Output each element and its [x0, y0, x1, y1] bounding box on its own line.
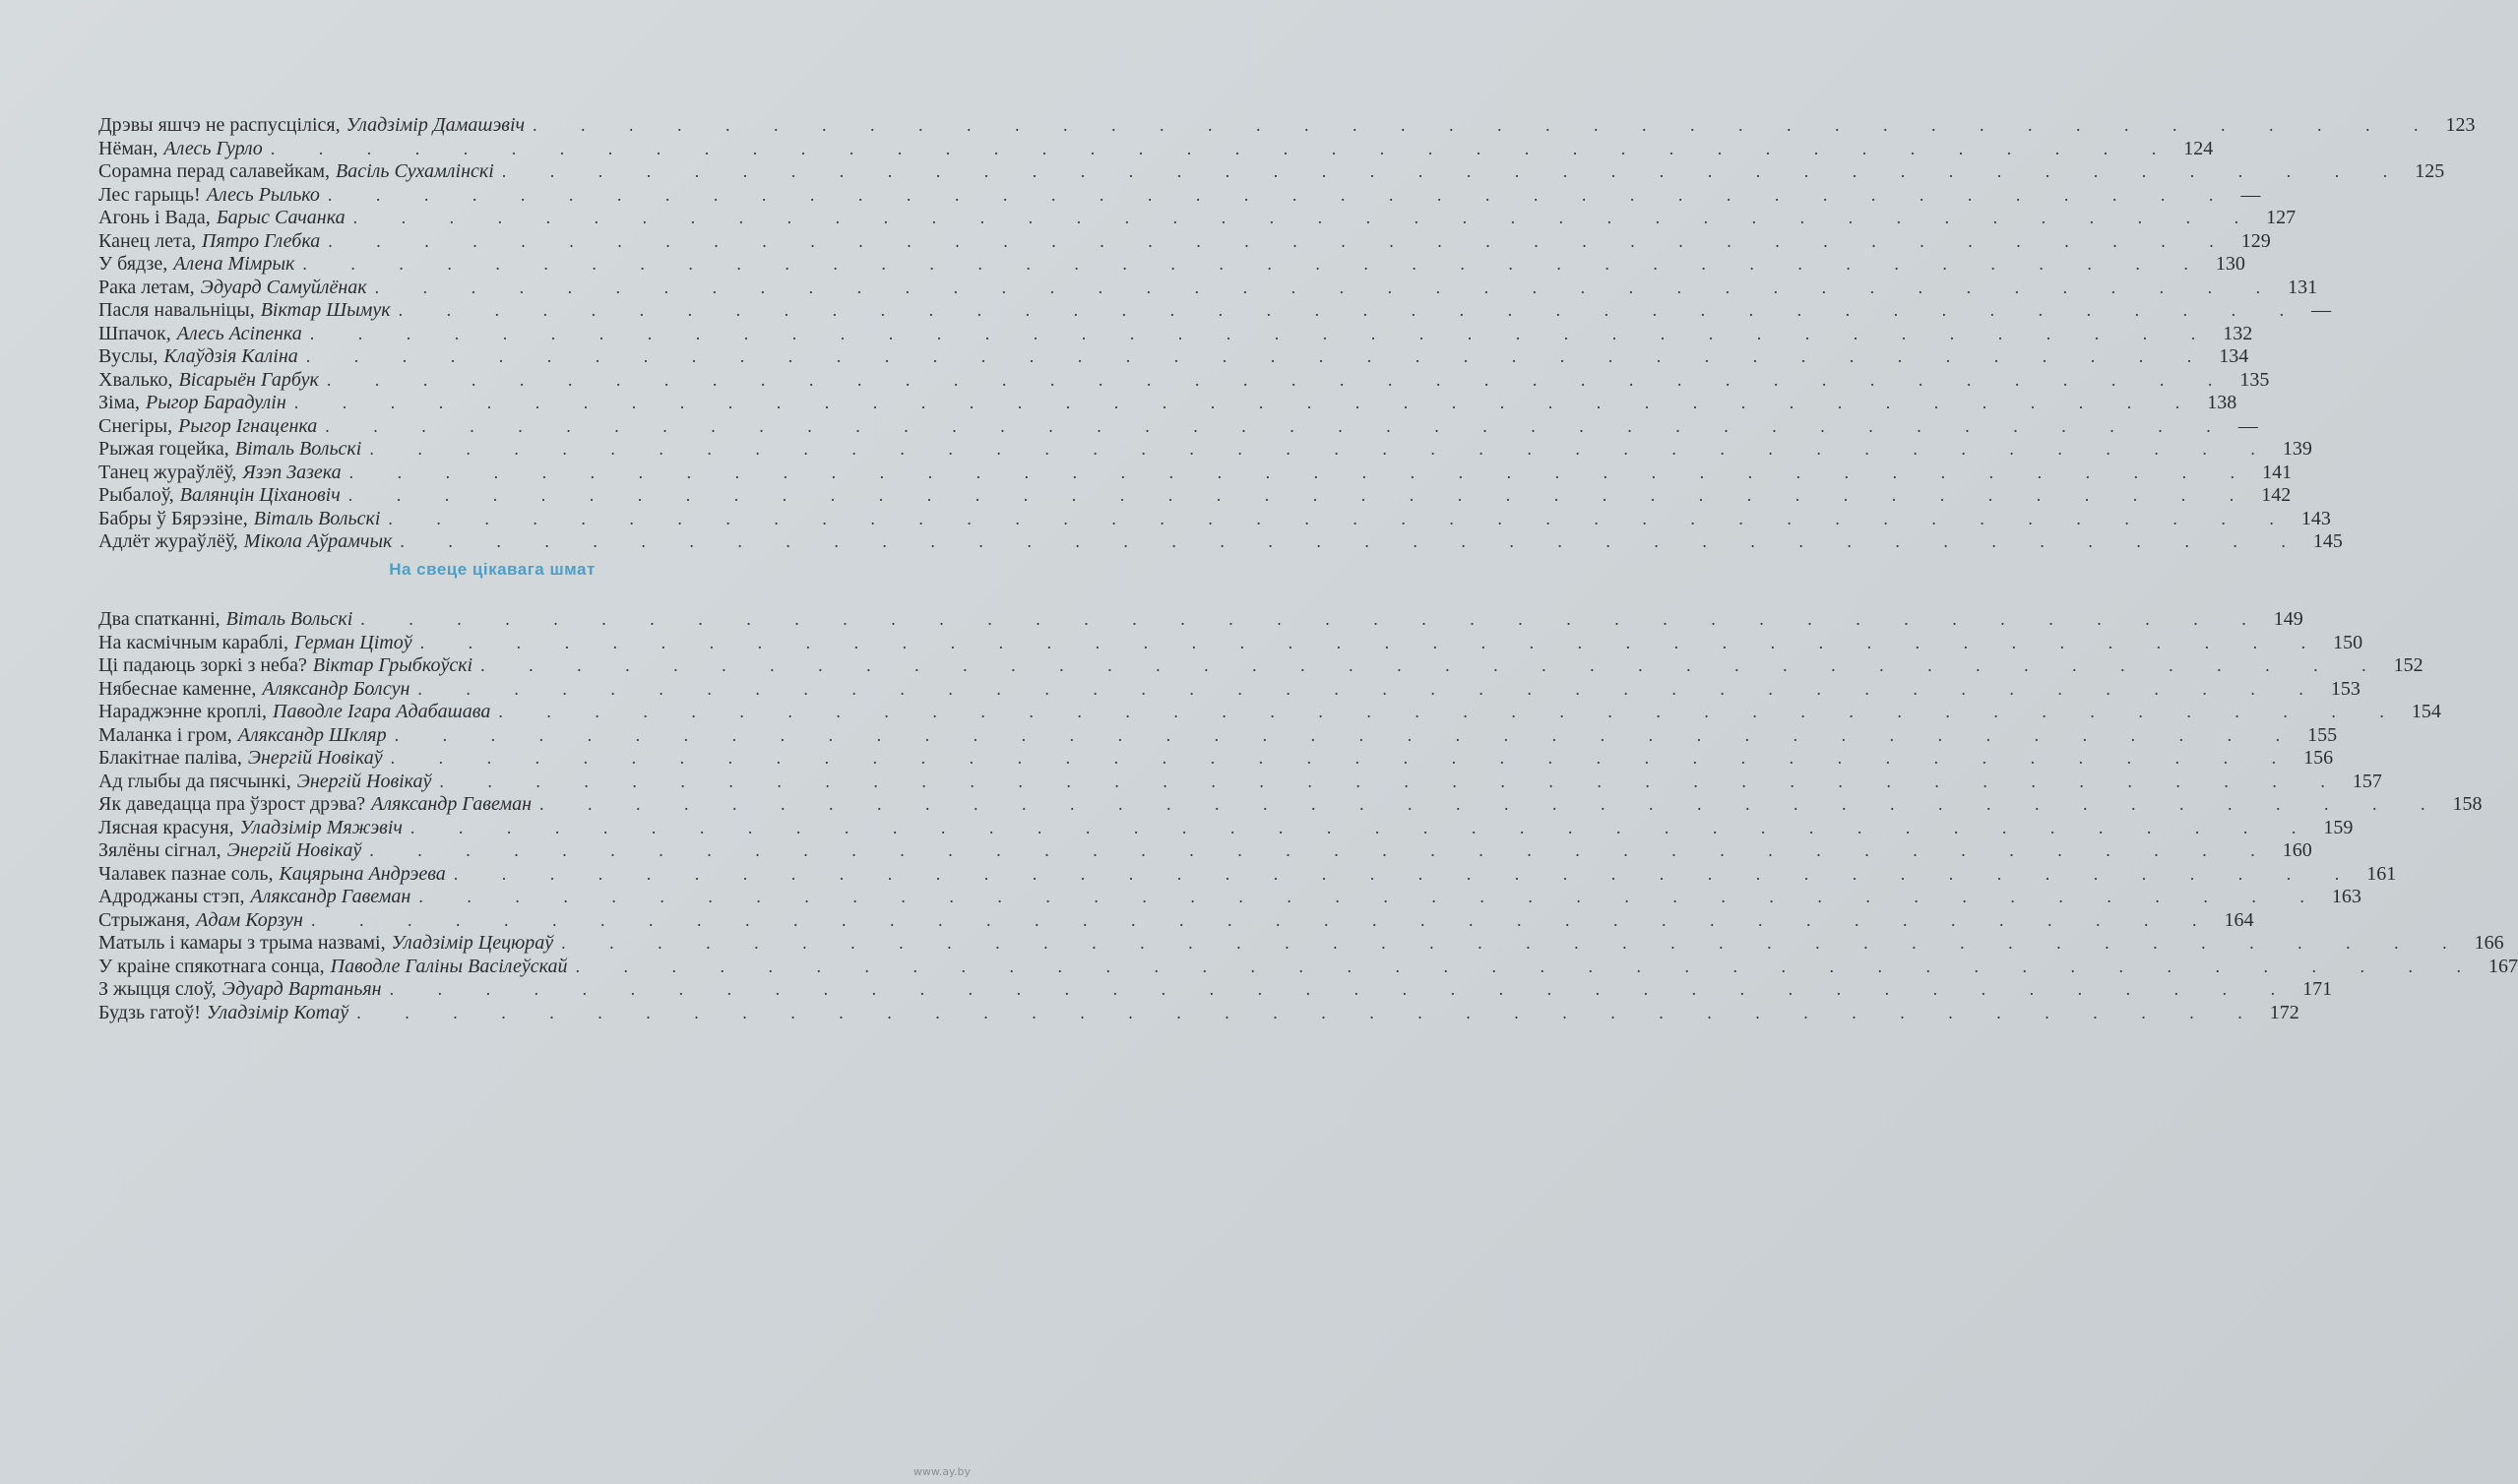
entry-author: Віктар Шымук — [260, 299, 391, 321]
entry-author: Уладзімір Цецюраў — [391, 932, 554, 954]
entry-title: Стрыжаня, — [98, 908, 191, 931]
toc-entry — [98, 438, 2312, 462]
entry-title: Зіма, — [98, 392, 140, 413]
entry-page-number: 157 — [2352, 770, 2382, 792]
entry-author: Паводле Галіны Васілеўскай — [330, 955, 568, 977]
entry-page-number: 127 — [2266, 207, 2297, 228]
entry-title: Пасля навальніцы, — [98, 299, 255, 321]
entry-page-number: 172 — [2269, 1001, 2299, 1023]
entry-title: Рыбалоў, — [98, 484, 174, 506]
dot-leader: . . . . . . . . . . . . . . . . . . . . . . . . . . . . . . . . . . . . . . . . — [369, 840, 2275, 860]
dot-leader: . . . . . . . . . . . . . . . . . . . . . . . . . . . . . . . . . . . . . . . . — [328, 230, 2234, 251]
dot-leader: . . . . . . . . . . . . . . . . . . . . . . . . . . . . . . . . . . . . . . . . — [390, 748, 2297, 768]
entry-title: Ад глыбы да пясчынкі, — [98, 770, 291, 792]
entry-title: Блакітнае паліва, — [98, 747, 242, 769]
entry-title: Танец жураўлёў, — [98, 461, 237, 483]
toc-entry — [98, 160, 2445, 184]
entry-page-number: 141 — [2262, 461, 2293, 483]
toc-entry — [98, 137, 2214, 161]
toc-entry — [98, 608, 2303, 632]
dot-leader: . . . . . . . . . . . . . . . . . . . . . . . . . . . . . . . . . . . . . . . . — [400, 531, 2305, 551]
dot-leader: . . . . . . . . . . . . . . . . . . . . . . . . . . . . . . . . . . . . . . . . — [419, 632, 2326, 652]
entry-author: Віктар Грыбкоўскі — [312, 654, 473, 676]
entry-page-number: 166 — [2474, 932, 2504, 954]
entry-author: Аляксандр Гавеман — [371, 793, 533, 815]
entry-title: Рака летам, — [98, 276, 195, 298]
dot-leader: . . . . . . . . . . . . . . . . . . . . . . . . . . . . . . . . . . . . . . . . — [352, 208, 2259, 227]
entry-title: Нараджэнне кроплі, — [98, 701, 268, 722]
entry-title: Маланка і гром, — [98, 723, 232, 746]
toc-section-1 — [98, 114, 2476, 554]
entry-title: Вуслы, — [98, 345, 158, 367]
entry-page-number: 131 — [2288, 276, 2318, 298]
toc-entry — [98, 955, 2518, 979]
entry-author: Валянцін Ціхановіч — [179, 484, 341, 506]
entry-author: Уладзімір Мяжэвіч — [239, 816, 403, 838]
entry-page-number: 158 — [2452, 793, 2483, 815]
toc-entry — [98, 392, 2237, 415]
dot-leader: . . . . . . . . . . . . . . . . . . . . . . . . . . . . . . . . . . . . . . . . — [309, 323, 2216, 343]
toc-entry — [98, 276, 2318, 300]
entry-author: Мікола Аўрамчык — [243, 530, 393, 552]
toc-entry — [98, 978, 2333, 1002]
entry-author: Уладзімір Дамашэвіч — [346, 114, 526, 136]
entry-author: Віталь Вольскі — [225, 608, 353, 630]
entry-title: Нябеснае каменне, — [98, 677, 257, 700]
entry-title: Лес гарыць! — [98, 183, 201, 206]
entry-page-number: 153 — [2330, 677, 2361, 700]
toc-entry — [98, 839, 2312, 863]
entry-author: Вісарыён Гарбук — [178, 368, 319, 391]
entry-author: Эдуард Самуйлёнак — [200, 276, 367, 298]
entry-page-number: 145 — [2312, 530, 2343, 552]
entry-page-number: 154 — [2411, 701, 2441, 722]
entry-title: Адроджаны стэп, — [98, 886, 245, 907]
section-heading: На свеце цікавага шмат — [389, 560, 596, 579]
dot-leader: . . . . . . . . . . . . . . . . . . . . . . . . . . . . . . . . . . . . . . . . — [439, 771, 2345, 791]
dot-leader: . . . . . . . . . . . . . . . . . . . . . . . . . . . . . . . . . . . . . . . . — [409, 817, 2316, 837]
entry-page-number: 129 — [2240, 229, 2271, 252]
toc-entry — [98, 793, 2483, 817]
entry-author: Алесь Асіпенка — [176, 322, 302, 344]
entry-page-number: 123 — [2445, 114, 2476, 136]
entry-author: Алена Мімрык — [173, 253, 295, 275]
entry-page-number: 163 — [2331, 886, 2361, 907]
entry-page-number: 130 — [2215, 253, 2245, 275]
toc-entry — [98, 932, 2504, 956]
toc-entry — [98, 114, 2476, 138]
toc-entry — [98, 207, 2297, 230]
entry-page-number: 171 — [2302, 978, 2333, 1000]
entry-author: Віталь Вольскі — [253, 507, 381, 529]
entry-page-number: 135 — [2239, 368, 2270, 391]
entry-title: Бабры ў Бярэзіне, — [98, 507, 248, 529]
dot-leader: . . . . . . . . . . . . . . . . . . . . . . . . . . . . . . . . . . . . . . . . — [561, 933, 2467, 953]
entry-author: Энергій Новікаў — [226, 839, 362, 861]
entry-title: З жыцця слоў, — [98, 978, 217, 1000]
toc-entry — [98, 631, 2363, 655]
entry-page-number: 134 — [2219, 345, 2249, 367]
dot-leader: . . . . . . . . . . . . . . . . . . . . . . . . . . . . . . . . . . . . . . . . — [389, 979, 2296, 999]
toc-entry — [98, 677, 2361, 702]
entry-title: Шпачок, — [98, 322, 171, 344]
toc-entry — [98, 654, 2424, 678]
dot-leader: . . . . . . . . . . . . . . . . . . . . . . . . . . . . . . . . . . . . . . . . — [394, 724, 2300, 745]
entry-author: Уладзімір Котаў — [206, 1001, 349, 1023]
entry-title: Лясная красуня, — [98, 816, 234, 838]
toc-entry — [98, 886, 2361, 909]
entry-author: Барыс Сачанка — [216, 207, 346, 228]
toc-entry — [98, 816, 2354, 840]
entry-author: Аляксандр Болсун — [262, 677, 410, 700]
entry-page-number: 139 — [2282, 438, 2312, 460]
entry-page-number: 124 — [2183, 137, 2214, 159]
dot-leader: . . . . . . . . . . . . . . . . . . . . . . . . . . . . . . . . . . . . . . . . — [270, 138, 2176, 158]
entry-title: Як даведацца пра ўзрост дрэва? — [98, 793, 366, 815]
toc-entry — [98, 299, 2332, 323]
dot-leader: . . . . . . . . . . . . . . . . . . . . . . . . . . . . . . . . . . . . . . . . — [369, 439, 2275, 459]
entry-author: Алесь Рылько — [206, 183, 320, 206]
dot-leader: . . . . . . . . . . . . . . . . . . . . . . . . . . . . . . . . . . . . . . . . — [533, 115, 2438, 135]
entry-title: Матыль і камары з трыма назвамі, — [98, 932, 386, 954]
entry-title: Снегіры, — [98, 414, 173, 437]
dot-leader: . . . . . . . . . . . . . . . . . . . . . . . . . . . . . . . . . . . . . . . . — [398, 300, 2304, 320]
entry-page-number: — — [2240, 183, 2261, 206]
entry-title: Рыжая гоцейка, — [98, 438, 229, 460]
dot-leader: . . . . . . . . . . . . . . . . . . . . . . . . . . . . . . . . . . . . . . . . — [302, 254, 2208, 274]
toc-entry — [98, 414, 2258, 439]
toc-entry — [98, 507, 2331, 531]
entry-title: Дрэвы яшчэ не распусціліся, — [98, 114, 341, 136]
entry-page-number: 125 — [2415, 160, 2445, 182]
entry-author: Васіль Сухамлінскі — [335, 160, 494, 182]
entry-title: На касмічным караблі, — [98, 631, 288, 653]
entry-author: Віталь Вольскі — [234, 438, 362, 460]
entry-title: Зялёны сігнал, — [98, 839, 221, 861]
entry-page-number: 156 — [2303, 747, 2334, 769]
dot-leader: . . . . . . . . . . . . . . . . . . . . . . . . . . . . . . . . . . . . . . . . — [388, 508, 2294, 528]
entry-author: Адам Корзун — [196, 908, 303, 931]
dot-leader: . . . . . . . . . . . . . . . . . . . . . . . . . . . . . . . . . . . . . . . . — [310, 909, 2217, 930]
toc-entry — [98, 530, 2343, 554]
toc-entry — [98, 770, 2382, 794]
dot-leader: . . . . . . . . . . . . . . . . . . . . . . . . . . . . . . . . . . . . . . . . — [417, 678, 2323, 699]
dot-leader: . . . . . . . . . . . . . . . . . . . . . . . . . . . . . . . . . . . . . . . . — [498, 702, 2404, 721]
dot-leader: . . . . . . . . . . . . . . . . . . . . . . . . . . . . . . . . . . . . . . . . — [356, 1002, 2262, 1022]
toc-entry — [98, 183, 2261, 208]
watermark: www.ay.by — [913, 1465, 971, 1478]
entry-title: Два спатканні, — [98, 608, 220, 630]
entry-page-number: 152 — [2393, 654, 2424, 676]
toc-entry — [98, 484, 2292, 508]
entry-title: Ці падаюць зоркі з неба? — [98, 654, 307, 676]
entry-author: Энергій Новікаў — [296, 770, 432, 792]
entry-author: Рыгор Барадулін — [145, 392, 286, 413]
entry-title: У бядзе, — [98, 253, 168, 275]
entry-page-number: 150 — [2333, 631, 2363, 653]
entry-page-number: 164 — [2224, 908, 2254, 931]
entry-page-number: 161 — [2366, 862, 2397, 885]
toc-entry — [98, 322, 2253, 346]
entry-title: Будзь гатоў! — [98, 1001, 201, 1023]
dot-leader: . . . . . . . . . . . . . . . . . . . . . . . . . . . . . . . . . . . . . . . . — [347, 485, 2254, 505]
entry-author: Кацярына Андрэева — [279, 862, 446, 885]
dot-leader: . . . . . . . . . . . . . . . . . . . . . . . . . . . . . . . . . . . . . . . . — [327, 184, 2234, 205]
dot-leader: . . . . . . . . . . . . . . . . . . . . . . . . . . . . . . . . . . . . . . . . — [305, 346, 2212, 366]
entry-title: Агонь і Вада, — [98, 207, 211, 228]
dot-leader: . . . . . . . . . . . . . . . . . . . . . . . . . . . . . . . . . . . . . . . . — [374, 277, 2281, 297]
entry-page-number: — — [2237, 414, 2258, 437]
entry-author: Язэп Зазека — [242, 461, 342, 483]
entry-author: Эдуард Вартаньян — [221, 978, 382, 1000]
dot-leader: . . . . . . . . . . . . . . . . . . . . . . . . . . . . . . . . . . . . . . . . — [326, 369, 2233, 390]
entry-page-number: 155 — [2307, 723, 2338, 746]
toc-section-2 — [98, 608, 2518, 1024]
dot-leader: . . . . . . . . . . . . . . . . . . . . . . . . . . . . . . . . . . . . . . . . — [539, 794, 2445, 814]
toc-entry — [98, 701, 2441, 724]
entry-title: У краіне спякотнага сонца, — [98, 955, 325, 977]
entry-page-number: — — [2311, 299, 2332, 321]
entry-page-number: 132 — [2223, 322, 2253, 344]
toc-entry — [98, 345, 2249, 369]
entry-page-number: 160 — [2282, 839, 2312, 861]
toc-entry — [98, 368, 2270, 393]
entry-page-number: 149 — [2273, 608, 2303, 630]
entry-title: Чалавек пазнае соль, — [98, 862, 274, 885]
dot-leader: . . . . . . . . . . . . . . . . . . . . . . . . . . . . . . . . . . . . . . . . — [325, 415, 2231, 436]
entry-author: Паводле Ігара Адабашава — [273, 701, 491, 722]
toc-entry — [98, 229, 2271, 254]
dot-leader: . . . . . . . . . . . . . . . . . . . . . . . . . . . . . . . . . . . . . . . . — [480, 655, 2386, 675]
entry-page-number: 142 — [2261, 484, 2292, 506]
dot-leader: . . . . . . . . . . . . . . . . . . . . . . . . . . . . . . . . . . . . . . . . — [501, 161, 2408, 181]
entry-author: Пятро Глебка — [201, 229, 321, 252]
entry-page-number: 159 — [2323, 816, 2354, 838]
toc-entry — [98, 908, 2254, 933]
entry-title: Хвалько, — [98, 368, 173, 391]
entry-title: Адлёт жураўлёў, — [98, 530, 238, 552]
toc-entry — [98, 1001, 2299, 1025]
entry-author: Клаўдзія Каліна — [163, 345, 298, 367]
toc-entry — [98, 747, 2334, 771]
dot-leader: . . . . . . . . . . . . . . . . . . . . . . . . . . . . . . . . . . . . . . . . — [453, 863, 2360, 884]
entry-author: Герман Цітоў — [293, 631, 412, 653]
dot-leader: . . . . . . . . . . . . . . . . . . . . . . . . . . . . . . . . . . . . . . . . — [418, 887, 2324, 906]
entry-title: Нёман, — [98, 137, 158, 159]
toc-entry — [98, 461, 2293, 485]
entry-title: Сорамна перад салавейкам, — [98, 160, 330, 182]
entry-author: Аляксандр Гавеман — [250, 886, 411, 907]
entry-page-number: 167 — [2487, 955, 2518, 977]
toc-entry — [98, 253, 2245, 277]
dot-leader: . . . . . . . . . . . . . . . . . . . . . . . . . . . . . . . . . . . . . . . . — [348, 462, 2255, 482]
entry-author: Энергій Новікаў — [247, 747, 383, 769]
toc-entry — [98, 723, 2338, 748]
entry-page-number: 143 — [2300, 507, 2331, 529]
entry-page-number: 138 — [2207, 392, 2237, 413]
toc-entry — [98, 862, 2397, 887]
dot-leader: . . . . . . . . . . . . . . . . . . . . . . . . . . . . . . . . . . . . . . . . — [360, 609, 2266, 629]
entry-author: Рыгор Ігнаценка — [178, 414, 318, 437]
entry-author: Аляксандр Шкляр — [237, 723, 387, 746]
dot-leader: . . . . . . . . . . . . . . . . . . . . . . . . . . . . . . . . . . . . . . . . — [293, 393, 2200, 412]
dot-leader: . . . . . . . . . . . . . . . . . . . . . . . . . . . . . . . . . . . . . . . . — [575, 956, 2481, 976]
entry-author: Алесь Гурло — [163, 137, 263, 159]
entry-title: Канец лета, — [98, 229, 196, 252]
